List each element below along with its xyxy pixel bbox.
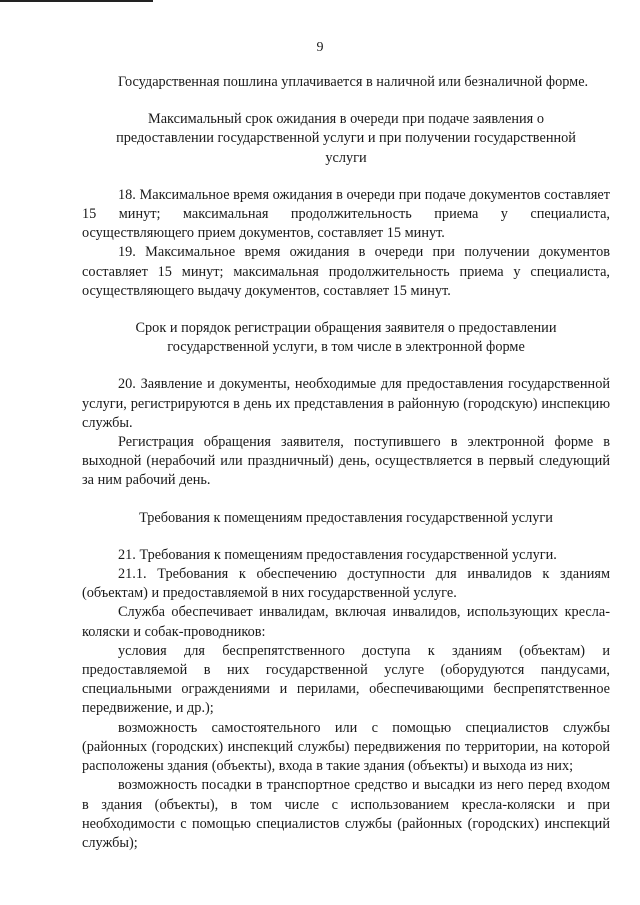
paragraph: 19. Максимальное время ожидания в очереди при получении документов составляет 15 минут; максимальная продолжительность приема у специалиста, осуществляющего выдачу документов, составляет 15 минут. — [82, 244, 610, 299]
page-number: 9 — [316, 40, 324, 55]
section-heading: Максимальный срок ожидания в очереди при подаче заявления о предоставлении государственной услуги и при получении государственной услуги — [116, 111, 576, 166]
section-heading: Требования к помещениям предоставления государственной услуги — [139, 509, 553, 526]
paragraph: Служба обеспечивает инвалидам, включая инвалидов, использующих кресла-коляски и собак-проводников: — [82, 604, 610, 640]
paragraph: возможность посадки в транспортное средство и высадки из него перед входом в здания (объекты), в том числе с использованием кресла-коляски и при необходимости с помощью специалистов службы (районных (городских) инспекций службы); — [82, 777, 610, 851]
paragraph: возможность самостоятельного или с помощью специалистов службы (районных (городских) инспекций службы) передвижения по территории, на которой расположены здания (объекты), входа в такие здания (объекты) и выхода из них; — [82, 719, 610, 775]
paragraph: 21. Требования к помещениям предоставления государственной услуги. — [118, 546, 557, 563]
paragraph: условия для беспрепятственного доступа к зданиям (объектам) и предоставляемой в них государственной услуге (оборудуются пандусами, специальными ограждениями и перилами, обеспечивающими беспрепятственное передвижение, и др.); — [82, 642, 610, 717]
document-body — [82, 73, 610, 853]
top-rule — [0, 0, 153, 2]
section-heading: Срок и порядок регистрации обращения заявителя о предоставлении государственной услуги, в том числе в электронной форме — [135, 320, 557, 356]
paragraph: Государственная пошлина уплачивается в наличной или безналичной форме. — [118, 74, 589, 90]
paragraph: 20. Заявление и документы, необходимые для предоставления государственной услуги, регистрируются в день их представления в районную (городскую) инспекцию службы. — [82, 376, 610, 431]
paragraph: 18. Максимальное время ожидания в очереди при подаче документов составляет 15 минут; максимальная продолжительность приема у специалиста, осуществляющего прием документов, составляет 15 минут. — [82, 186, 610, 242]
paragraph: 21.1. Требования к обеспечению доступности для инвалидов к зданиям (объектам) и предоставляемой в них государственной услуге. — [82, 566, 610, 602]
paragraph: Регистрация обращения заявителя, поступившего в электронной форме в выходной (нерабочий или праздничный) день, осуществляется в первый следующий за ним рабочий день. — [82, 434, 610, 489]
